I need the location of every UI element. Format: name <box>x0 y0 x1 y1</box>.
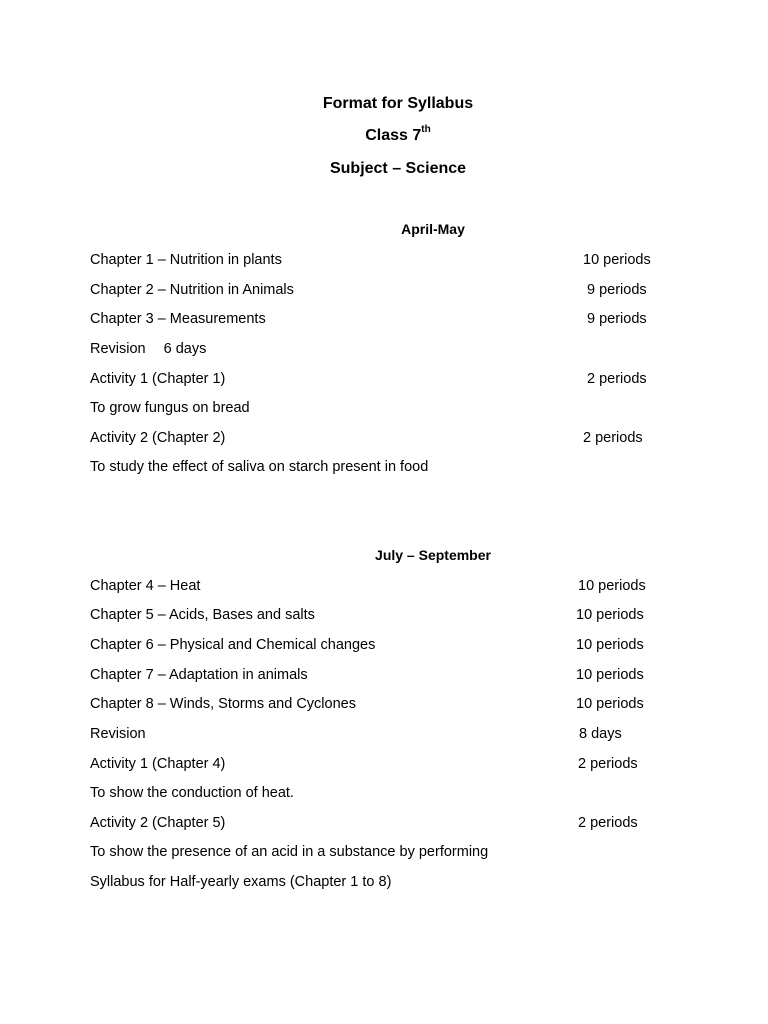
row-amount <box>578 814 638 832</box>
class-superscript: th <box>421 123 431 135</box>
amount-text: 10 periods <box>583 252 651 268</box>
amount-text: 9 periods <box>587 282 647 298</box>
row-text: Activity 2 (Chapter 5) <box>90 815 226 831</box>
amount-text: 2 periods <box>578 815 638 831</box>
row-amount <box>583 429 643 447</box>
syllabus-row <box>90 873 391 891</box>
syllabus-row <box>90 370 225 388</box>
row-amount <box>576 636 644 654</box>
section-heading-text: July – September <box>375 547 491 563</box>
row-text: To show the conduction of heat. <box>90 785 294 801</box>
section-heading-april-may <box>0 220 768 238</box>
amount-text: 8 days <box>579 726 622 742</box>
amount-text: 10 periods <box>578 578 646 594</box>
syllabus-row <box>90 577 200 595</box>
syllabus-row <box>90 399 250 417</box>
row-text: Activity 1 (Chapter 1) <box>90 371 226 387</box>
syllabus-row <box>90 458 428 476</box>
syllabus-row <box>90 695 356 713</box>
row-text: Chapter 2 – Nutrition in Animals <box>90 282 294 298</box>
row-text: Activity 1 (Chapter 4) <box>90 756 226 772</box>
syllabus-row <box>90 843 488 861</box>
syllabus-row <box>90 251 282 269</box>
row-amount <box>578 755 638 773</box>
amount-text: 10 periods <box>576 637 644 653</box>
syllabus-row <box>90 281 294 299</box>
row-text: Revision <box>90 726 146 742</box>
amount-text: 2 periods <box>583 430 643 446</box>
syllabus-row <box>90 606 315 624</box>
row-text: To study the effect of saliva on starch present in food <box>90 459 429 475</box>
amount-text: 10 periods <box>576 696 644 712</box>
section-heading-text: April-May <box>401 221 465 237</box>
row-text: Activity 2 (Chapter 2) <box>90 430 226 446</box>
row-text: Syllabus for Half-yearly exams (Chapter 1 to 8) <box>90 874 392 890</box>
row-amount <box>576 606 644 624</box>
row-text: Chapter 3 – Measurements <box>90 311 266 327</box>
row-text: To show the presence of an acid in a substance by performing <box>90 844 489 860</box>
row-amount <box>576 666 644 684</box>
syllabus-row <box>90 784 294 802</box>
subject-heading <box>0 159 768 179</box>
amount-text: 10 periods <box>576 667 644 683</box>
row-text: Chapter 8 – Winds, Storms and Cyclones <box>90 696 356 712</box>
row-text: Chapter 7 – Adaptation in animals <box>90 667 308 683</box>
row-text: Revision <box>90 341 146 357</box>
amount-text: 2 periods <box>587 371 647 387</box>
row-amount <box>579 725 622 743</box>
title-text: Format for Syllabus <box>322 95 474 112</box>
row-amount <box>587 281 647 299</box>
syllabus-row <box>90 666 308 684</box>
syllabus-row <box>90 429 225 447</box>
syllabus-row <box>90 636 375 654</box>
row-text: To grow fungus on bread <box>90 400 250 416</box>
class-label: Class 7 <box>365 127 422 144</box>
row-amount <box>587 310 647 328</box>
page-title <box>0 94 768 114</box>
syllabus-row <box>90 310 266 328</box>
section-heading-july-september <box>0 546 768 564</box>
row-text: Chapter 1 – Nutrition in plants <box>90 252 282 268</box>
syllabus-row <box>90 340 206 358</box>
row-amount <box>578 577 646 595</box>
syllabus-row <box>90 725 146 743</box>
row-text: Chapter 6 – Physical and Chemical changes <box>90 637 376 653</box>
row-inline-amount: 6 days <box>163 341 207 357</box>
amount-text: 2 periods <box>578 756 638 772</box>
subject-text: Subject – Science <box>329 160 467 177</box>
syllabus-row <box>90 814 225 832</box>
row-amount <box>587 370 647 388</box>
row-amount <box>583 251 651 269</box>
syllabus-row <box>90 755 225 773</box>
row-text: Chapter 4 – Heat <box>90 578 201 594</box>
class-heading <box>0 123 768 146</box>
amount-text: 9 periods <box>587 311 647 327</box>
row-amount <box>576 695 644 713</box>
amount-text: 10 periods <box>576 607 644 623</box>
row-text: Chapter 5 – Acids, Bases and salts <box>90 607 315 623</box>
